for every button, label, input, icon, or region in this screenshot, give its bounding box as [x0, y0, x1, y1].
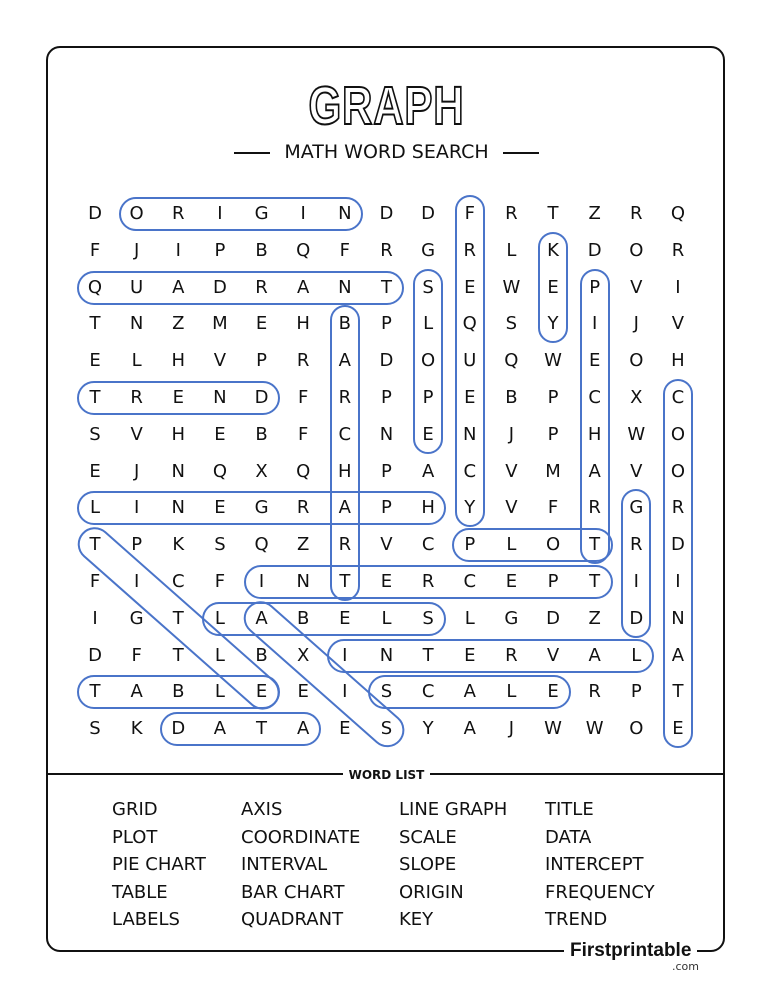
- grid-cell: I: [633, 571, 639, 592]
- word-list-label: WORD LIST: [0, 764, 773, 783]
- grid-cell: A: [463, 681, 476, 703]
- grid-cell: I: [675, 571, 681, 592]
- grid-cell: P: [422, 387, 434, 408]
- grid-cell: L: [89, 497, 101, 519]
- grid-cell: P: [131, 534, 143, 556]
- grid-cell: A: [588, 460, 601, 482]
- word-list-item: ORIGIN: [399, 881, 464, 903]
- grid-cell: C: [421, 681, 435, 703]
- grid-cell: R: [505, 203, 518, 224]
- grid-cell: L: [464, 607, 475, 629]
- grid-cell: C: [588, 387, 601, 408]
- grid-cell: S: [380, 681, 393, 703]
- grid-cell: I: [217, 203, 223, 224]
- grid-cell: I: [675, 276, 681, 298]
- grid-cell: J: [133, 239, 140, 261]
- word-list-item: LABELS: [112, 909, 180, 930]
- grid-cell: E: [89, 460, 101, 482]
- word-list-item: TREND: [545, 909, 608, 930]
- grid-cell: E: [255, 313, 268, 335]
- grid-cell: O: [629, 718, 644, 740]
- grid-cell: B: [338, 313, 351, 335]
- grid-cell: A: [297, 276, 310, 298]
- grid-cell: F: [214, 571, 226, 592]
- grid-cell: Z: [297, 534, 310, 556]
- grid-cell: E: [464, 387, 476, 408]
- grid-cell: T: [380, 276, 392, 298]
- grid-cell: R: [296, 350, 310, 372]
- grid-cell: T: [172, 644, 184, 666]
- grid-cell: V: [630, 460, 643, 482]
- grid-cell: H: [171, 350, 186, 372]
- grid-cell: E: [588, 350, 601, 372]
- grid-cell: R: [588, 497, 601, 519]
- grid-cell: E: [464, 276, 476, 298]
- grid-cell: O: [129, 203, 144, 224]
- grid-cell: T: [172, 607, 184, 629]
- grid-cell: W: [544, 350, 562, 372]
- grid-cell: N: [129, 313, 144, 335]
- grid-cell: R: [630, 203, 643, 224]
- grid-cell: S: [214, 534, 226, 556]
- grid-cell: D: [421, 203, 436, 224]
- grid-cell: P: [381, 497, 392, 519]
- subtitle-text: MATH WORD SEARCH: [284, 141, 489, 163]
- grid-cell: Y: [547, 313, 559, 335]
- word-list: [112, 796, 685, 934]
- grid-cell: E: [339, 718, 351, 740]
- grid-cell: D: [379, 203, 394, 224]
- grid-cell: L: [631, 644, 642, 666]
- grid-cell: O: [629, 350, 644, 372]
- grid-cell: D: [379, 350, 394, 372]
- grid-cell: T: [89, 313, 101, 335]
- grid-cell: G: [254, 203, 269, 224]
- grid-cell: R: [463, 239, 476, 261]
- grid-cell: V: [505, 497, 518, 519]
- grid-cell: P: [381, 313, 392, 335]
- word-list-item: PLOT: [112, 826, 158, 848]
- grid-cell: E: [89, 350, 101, 372]
- grid-cell: B: [172, 681, 185, 703]
- word-list-item: INTERVAL: [241, 854, 328, 875]
- grid-cell: J: [508, 423, 515, 445]
- grid-cell: I: [92, 607, 98, 629]
- grid-cell: H: [587, 423, 602, 445]
- grid-cell: L: [131, 350, 142, 372]
- grid-cell: Z: [172, 313, 185, 335]
- grid-cell: X: [255, 460, 268, 482]
- grid-cell: A: [671, 644, 685, 666]
- grid-cell: R: [671, 497, 685, 519]
- grid-cell: H: [671, 350, 685, 372]
- word-list-item: KEY: [399, 909, 434, 930]
- grid-cell: U: [463, 350, 477, 372]
- grid-cell: H: [296, 313, 310, 335]
- grid-cell: O: [670, 423, 686, 445]
- grid-cell: T: [89, 534, 101, 556]
- grid-cell: I: [133, 497, 140, 519]
- grid-cell: N: [171, 497, 185, 519]
- grid-cell: W: [585, 718, 604, 740]
- grid-cell: L: [506, 681, 517, 703]
- grid-cell: E: [339, 607, 351, 629]
- grid-cell: U: [130, 276, 144, 298]
- grid-cell: R: [130, 387, 143, 408]
- grid-cell: R: [338, 534, 352, 556]
- grid-cell: E: [505, 571, 518, 592]
- grid-cell: X: [297, 644, 310, 666]
- word-list-item: FREQUENCY: [545, 881, 655, 903]
- grid-cell: Z: [588, 203, 601, 224]
- page-title: GRAPH: [308, 76, 465, 136]
- grid-cell: O: [670, 460, 686, 482]
- grid-cell: F: [298, 387, 309, 408]
- grid-cell: C: [338, 423, 352, 445]
- grid-cell: E: [172, 387, 184, 408]
- grid-cell: P: [256, 350, 267, 372]
- grid-cell: J: [508, 718, 515, 740]
- grid-cell: C: [171, 571, 185, 592]
- grid-cell: G: [254, 497, 269, 519]
- grid-cell: B: [255, 644, 268, 666]
- grid-cell: P: [464, 534, 476, 556]
- grid-cell: L: [506, 534, 517, 556]
- grid-cell: R: [296, 497, 310, 519]
- grid-cell: D: [88, 644, 102, 666]
- grid-cell: E: [547, 681, 559, 703]
- grid-cell: M: [212, 313, 228, 335]
- word-list-item: COORDINATE: [241, 826, 361, 848]
- grid-cell: Q: [212, 460, 227, 482]
- grid-cell: Y: [422, 718, 434, 740]
- grid-cell: W: [502, 276, 521, 298]
- grid-cell: F: [298, 423, 309, 445]
- word-list-item: SLOPE: [399, 854, 457, 875]
- grid-cell: O: [421, 350, 436, 372]
- found-word-labels: [202, 602, 446, 636]
- grid-cell: M: [545, 460, 561, 482]
- word-list-item: TITLE: [545, 799, 594, 820]
- grid-cell: X: [630, 387, 643, 408]
- grid-cell: N: [338, 276, 352, 298]
- grid-cell: I: [342, 644, 348, 666]
- grid-cell: K: [130, 718, 143, 740]
- grid-cell: O: [629, 239, 644, 261]
- grid-cell: N: [463, 423, 477, 445]
- word-list-item: GRID: [112, 799, 158, 820]
- grid-cell: R: [172, 203, 185, 224]
- word-list-item: AXIS: [241, 799, 283, 820]
- grid-cell: E: [380, 571, 393, 592]
- grid-cell: S: [422, 276, 434, 298]
- grid-cell: T: [547, 203, 559, 224]
- grid-cell: W: [627, 423, 646, 445]
- grid-cell: R: [630, 534, 643, 556]
- grid-cell: R: [588, 681, 601, 703]
- grid-cell: N: [379, 644, 394, 666]
- grid-cell: E: [672, 718, 684, 740]
- grid-cell: E: [422, 423, 434, 445]
- grid-cell: H: [338, 460, 352, 482]
- grid-cell: C: [463, 571, 477, 592]
- grid-cell: K: [547, 239, 559, 261]
- grid-cell: P: [381, 460, 392, 482]
- grid-cell: D: [629, 607, 644, 629]
- grid-cell: B: [297, 607, 310, 629]
- grid-cell: Q: [296, 460, 311, 482]
- grid-cell: P: [547, 571, 559, 592]
- grid-cell: R: [255, 276, 268, 298]
- grid-cell: T: [589, 534, 601, 556]
- grid-cell: Q: [462, 313, 477, 335]
- grid-cell: V: [630, 276, 643, 298]
- grid-cell: T: [422, 644, 434, 666]
- grid-cell: E: [214, 497, 226, 519]
- grid-cell: E: [297, 681, 309, 703]
- grid-cell: C: [463, 460, 477, 482]
- grid-cell: R: [421, 571, 435, 592]
- grid-cell: C: [421, 534, 435, 556]
- grid-cell: D: [212, 276, 227, 298]
- grid-cell: D: [88, 203, 102, 224]
- grid-cell: G: [504, 607, 519, 629]
- grid-cell: D: [587, 239, 602, 261]
- grid-cell: V: [380, 534, 393, 556]
- grid-cell: R: [505, 644, 518, 666]
- grid-cell: S: [422, 607, 434, 629]
- grid-cell: A: [588, 644, 601, 666]
- grid-cell: R: [380, 239, 393, 261]
- word-list-item: SCALE: [399, 826, 457, 848]
- grid-cell: N: [296, 571, 310, 592]
- grid-cell: O: [545, 534, 561, 556]
- grid-cell: D: [171, 718, 186, 740]
- found-word-origin: [119, 197, 363, 231]
- word-list-item: INTERCEPT: [545, 854, 644, 875]
- grid-cell: R: [338, 387, 352, 408]
- word-list-item: QUADRANT: [241, 909, 344, 930]
- grid-cell: T: [589, 571, 601, 592]
- grid-cell: S: [380, 718, 393, 740]
- grid-cell: G: [129, 607, 144, 629]
- grid-cell: S: [505, 313, 518, 335]
- grid-cell: Q: [254, 534, 269, 556]
- grid-cell: Z: [588, 607, 601, 629]
- grid-cell: P: [381, 387, 392, 408]
- grid-cell: P: [214, 239, 226, 261]
- grid-cell: H: [421, 497, 435, 519]
- grid-cell: H: [171, 423, 186, 445]
- grid-cell: Q: [670, 203, 686, 224]
- grid-cell: A: [172, 276, 185, 298]
- grid-cell: E: [214, 423, 226, 445]
- grid-cell: P: [630, 681, 642, 703]
- grid-cell: N: [379, 423, 394, 445]
- grid-cell: V: [130, 423, 143, 445]
- grid-cell: L: [423, 313, 434, 335]
- grid-cell: B: [505, 387, 518, 408]
- grid-cell: L: [214, 681, 225, 703]
- grid-cell: R: [671, 239, 685, 261]
- grid-cell: D: [254, 387, 269, 408]
- grid-cell: T: [256, 718, 268, 740]
- grid-cell: E: [464, 644, 476, 666]
- grid-cell: D: [546, 607, 560, 629]
- brand-logo: Firstprintable: [564, 940, 697, 962]
- grid-cell: C: [671, 387, 685, 408]
- grid-cell: Q: [87, 276, 103, 298]
- grid-cell: N: [213, 387, 227, 408]
- grid-cell: J: [633, 313, 639, 335]
- grid-cell: A: [297, 718, 310, 740]
- grid-cell: J: [133, 460, 140, 482]
- grid-cell: V: [671, 313, 685, 335]
- grid-cell: F: [547, 497, 559, 519]
- grid-cell: L: [381, 607, 392, 629]
- grid-cell: A: [421, 460, 435, 482]
- grid-cell: E: [255, 681, 268, 703]
- grid-cell: P: [547, 423, 559, 445]
- grid-cell: Y: [464, 497, 476, 519]
- grid-cell: N: [338, 203, 352, 224]
- grid-cell: F: [89, 239, 101, 261]
- grid-cell: L: [214, 644, 225, 666]
- grid-cell: T: [89, 387, 101, 408]
- grid-cell: B: [255, 239, 268, 261]
- grid-cell: I: [300, 203, 306, 224]
- word-list-item: BAR CHART: [241, 881, 345, 903]
- grid-cell: A: [130, 681, 143, 703]
- grid-cell: I: [592, 313, 598, 335]
- grid-cell: I: [133, 571, 140, 592]
- grid-cell: Q: [296, 239, 311, 261]
- grid-cell: A: [338, 350, 351, 372]
- grid-cell: P: [589, 276, 601, 298]
- grid-cell: S: [89, 718, 101, 740]
- grid-cell: V: [213, 350, 227, 372]
- word-list-item: TABLE: [112, 881, 168, 903]
- grid-cell: T: [672, 681, 684, 703]
- grid-cell: V: [546, 644, 560, 666]
- grid-cell: B: [255, 423, 268, 445]
- grid-cell: D: [671, 534, 685, 556]
- grid-cell: G: [629, 497, 644, 519]
- grid-cell: K: [172, 534, 185, 556]
- grid-cell: A: [338, 497, 351, 519]
- brand-domain: .com: [672, 960, 699, 973]
- grid-cell: A: [213, 718, 227, 740]
- grid-cell: F: [131, 644, 142, 666]
- word-list-item: LINE GRAPH: [399, 799, 508, 820]
- grid-cell: F: [464, 203, 475, 224]
- grid-cell: S: [89, 423, 101, 445]
- grid-cell: A: [463, 718, 476, 740]
- grid-cell: N: [171, 460, 185, 482]
- grid-cell: F: [89, 571, 101, 592]
- grid-cell: L: [214, 607, 225, 629]
- word-list-item: DATA: [545, 826, 592, 848]
- word-list-item: PIE CHART: [112, 854, 206, 875]
- grid-cell: L: [506, 239, 517, 261]
- grid-cell: T: [89, 681, 101, 703]
- grid-cell: T: [339, 571, 351, 592]
- grid-cell: A: [255, 607, 268, 629]
- grid-cell: Q: [504, 350, 519, 372]
- grid-cell: G: [421, 239, 436, 261]
- grid-cell: W: [544, 718, 562, 740]
- grid-cell: I: [258, 571, 265, 592]
- grid-cell: N: [671, 607, 685, 629]
- grid-cell: V: [505, 460, 518, 482]
- grid-cell: I: [175, 239, 181, 261]
- grid-cell: P: [547, 387, 559, 408]
- grid-cell: I: [342, 681, 348, 703]
- grid-cell: F: [339, 239, 350, 261]
- grid-cell: E: [547, 276, 559, 298]
